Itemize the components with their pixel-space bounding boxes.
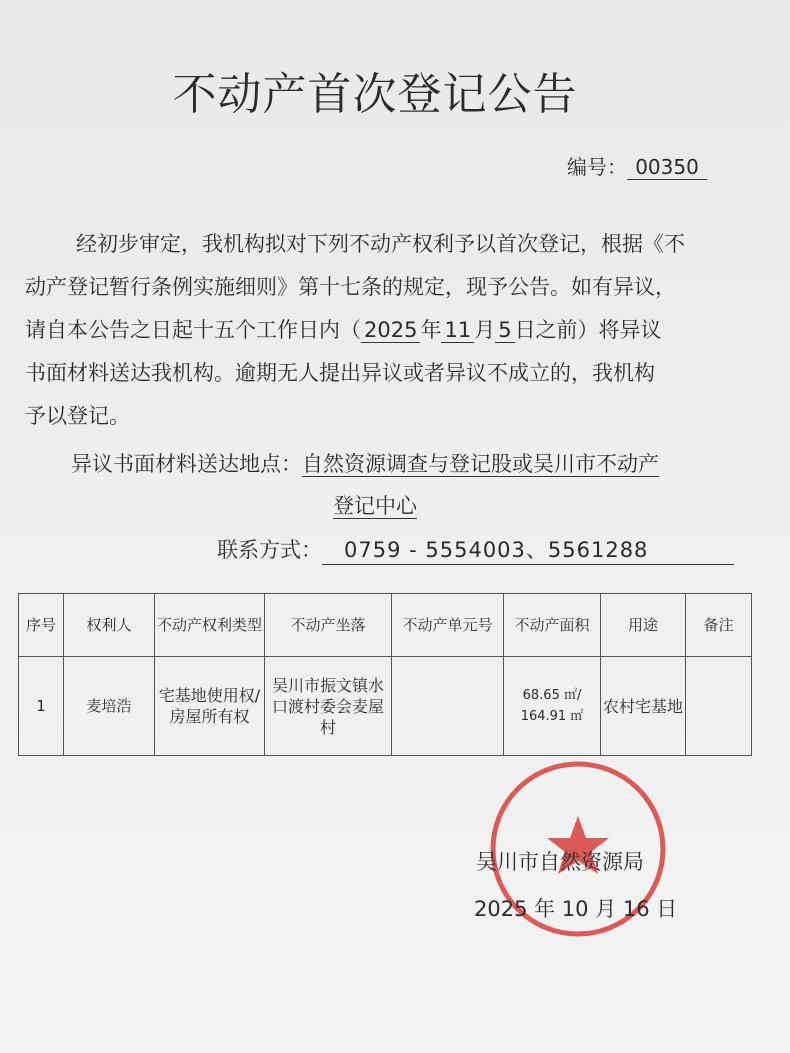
cell-location: 吴川市振文镇水口渡村委会麦屋村 [265,657,392,756]
month-unit: 月 [474,318,496,342]
issue-date: 2025 年 10 月 16 日 [474,897,678,921]
contact-line [217,534,734,565]
serial-number [567,151,707,180]
notice-line-5: 予以登记。 [25,404,130,428]
header-right-type: 不动产权利类型 [155,594,265,657]
deadline-day: 5 [495,318,514,343]
year-unit: 年 [420,318,442,342]
notice-line-3-pre: 请自本公告之日起十五个工作日内（ [25,318,361,342]
table-header-row [19,594,752,657]
notice-line-1: 经初步审定，我机构拟对下列不动产权利予以首次登记，根据《不 [76,232,685,256]
address-value-2: 登记中心 [333,494,417,518]
serial-value: 00350 [627,155,707,180]
deadline-month: 11 [441,318,474,343]
notice-line-3 [25,314,662,344]
cell-index: 1 [19,657,64,756]
header-unit-number: 不动产单元号 [392,594,504,657]
header-location: 不动产坐落 [265,594,392,657]
issuer-name: 吴川市自然资源局 [476,850,644,874]
cell-right-type: 宅基地使用权/房屋所有权 [155,657,265,756]
serial-label: 编号： [567,155,627,179]
cell-owner: 麦培浩 [64,657,155,756]
header-usage: 用途 [601,594,686,657]
address-line [71,448,659,478]
cell-usage: 农村宅基地 [601,657,686,756]
notice-line-2: 动产登记暂行条例实施细则》第十七条的规定，现予公告。如有异议， [25,275,676,299]
contact-label: 联系方式： [217,538,322,562]
header-index: 序号 [19,594,64,657]
table-row [19,657,752,756]
header-owner: 权利人 [64,594,155,657]
notice-line-4: 书面材料送达我机构。逾期无人提出异议或者异议不成立的，我机构 [25,361,655,385]
header-remarks: 备注 [686,594,752,657]
cell-unit-number [392,657,504,756]
address-line-2 [333,490,417,520]
deadline-year: 2025 [361,318,420,343]
registration-table [18,593,752,756]
address-label: 异议书面材料送达地点： [71,452,302,476]
cell-area: 68.65 ㎡/ 164.91 ㎡ [504,657,601,756]
cell-remarks [686,657,752,756]
address-value-1: 自然资源调查与登记股或吴川市不动产 [302,452,659,476]
page-title: 不动产首次登记公告 [172,69,578,120]
notice-line-3-post: 日之前）将异议 [514,318,662,342]
header-area: 不动产面积 [504,594,601,657]
contact-value: 0759 - 5554003、5561288 [322,534,734,565]
